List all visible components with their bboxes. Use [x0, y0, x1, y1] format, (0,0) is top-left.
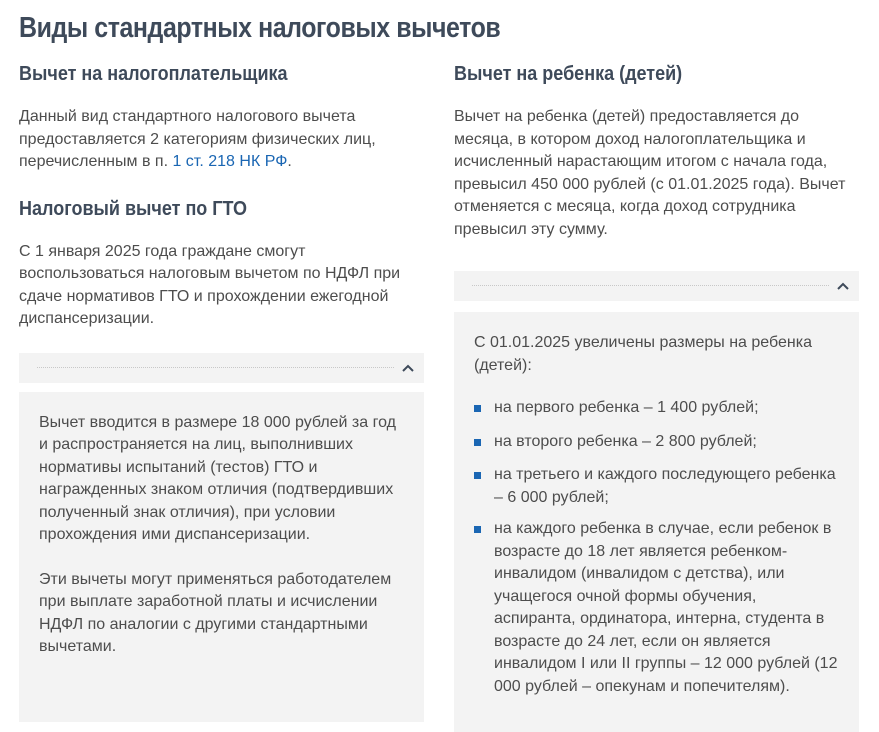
- child-accordion-toggle[interactable]: [454, 271, 859, 301]
- taxpayer-deduction-section: [19, 60, 424, 174]
- gto-deduction-text: С 1 января 2025 года граждане смогут воспользоваться налоговым вычетом по НДФЛ при сдаче нормативов ГТО и прохождении ежегодной диспансеризации.: [19, 242, 401, 327]
- gto-accordion-paragraph-1: Вычет вводится в размере 18 000 рублей за год и распространяется на лиц, выполнивших нормативы испытаний (тестов) ГТО и награжденных знаком отличия (подтвердивших полученный знак отличия), при условии прохождения ими диспансеризации.: [39, 413, 396, 543]
- list-item: [474, 464, 839, 509]
- list-item: [474, 518, 839, 698]
- bullet-icon: [474, 405, 481, 412]
- gto-accordion-paragraph-2: Эти вычеты могут применяться работодателем при выплате заработной платы и исчислении НДФЛ по аналогии с другими стандартными вычетами.: [39, 570, 392, 655]
- list-item-text: на второго ребенка – 2 800 рублей;: [494, 432, 757, 450]
- taxpayer-deduction-text: [19, 106, 424, 174]
- divider: [37, 367, 394, 368]
- bullet-icon: [474, 526, 481, 533]
- taxpayer-deduction-heading: Вычет на налогоплательщика: [19, 63, 288, 85]
- page-title: Виды стандартных налоговых вычетов: [19, 12, 501, 44]
- gto-accordion-toggle[interactable]: [19, 353, 424, 383]
- chevron-up-icon[interactable]: [400, 360, 416, 376]
- gto-deduction-section: [19, 195, 424, 722]
- divider: [472, 285, 829, 286]
- child-deduction-section: [454, 60, 859, 732]
- list-item-text: на первого ребенка – 1 400 рублей;: [494, 399, 759, 416]
- child-accordion-intro: С 01.01.2025 увеличены размеры на ребенка (детей):: [474, 334, 812, 374]
- child-accordion-content: [454, 312, 859, 732]
- right-column: [454, 60, 859, 732]
- list-item-text: на третьего и каждого последующего ребенка – 6 000 рублей;: [494, 466, 836, 506]
- list-item: [474, 431, 839, 454]
- list-item-text: на каждого ребенка в случае, если ребенок в возрасте до 18 лет является ребенком-инвалидом (инвалидом с детства), или учащегося очной формы обучения, аспиранта, ординатора, интерна, студента в возрасте до 24 лет, если он является инвалидом I или II группы – 12 000 рублей (12 000 рублей – опекунам и попечителям).: [494, 520, 838, 695]
- taxpayer-text-start: Данный вид стандартного налогового вычета предоставляется 2 категориям физических лиц, перечисленным в п.: [19, 108, 376, 170]
- taxpayer-text-end: .: [287, 153, 292, 170]
- bullet-icon: [474, 472, 481, 479]
- child-deduction-text: Вычет на ребенка (детей) предоставляется до месяца, в котором доход налогоплательщика и исчисленный нарастающим итогом с начала года, превысил 450 000 рублей (с 01.01.2025 года). Вычет отменяется с месяца, когда доход сотрудника превысил эту сумму.: [454, 108, 846, 238]
- tax-code-link[interactable]: 1 ст. 218 НК РФ: [172, 153, 288, 170]
- list-item: [474, 397, 839, 420]
- left-column: [19, 60, 424, 722]
- gto-accordion-content: [19, 392, 424, 722]
- child-amounts-list: [474, 397, 839, 698]
- gto-deduction-heading: Налоговый вычет по ГТО: [19, 197, 248, 220]
- chevron-up-icon[interactable]: [835, 278, 851, 294]
- child-deduction-heading: Вычет на ребенка (детей): [454, 63, 683, 85]
- bullet-icon: [474, 439, 481, 446]
